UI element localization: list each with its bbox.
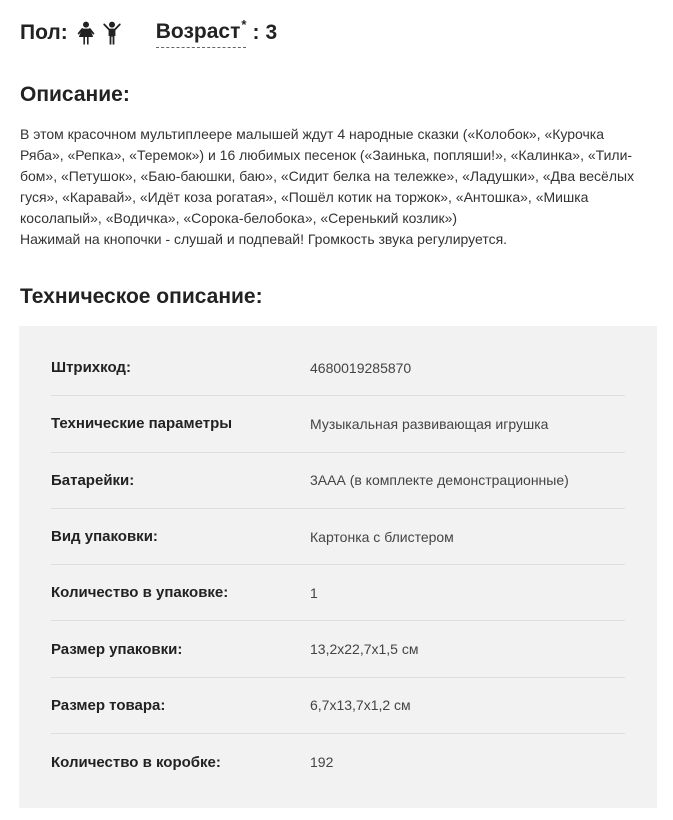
description-paragraph: В этом красочном мультиплеере малышей ждут 4 народные сказки («Колобок», «Курочка Ряба», «Репка», «Теремок») и 16 любимых песенок («Заинька, попляши!», «Калинка», «Тили-бом», «Петушок», «Баю-баюшки, баю», «Сидит белка на тележке», «Ладушки», «Два весёлых гуся», «Каравай», «Идёт коза рогатая», «Пошёл котик на торжок», «Антошка», «Мишка косолапый», «Водичка», «Сорока-белобока», «Серенький козлик») bbox=[20, 126, 635, 226]
spec-key: Размер товара: bbox=[51, 696, 166, 714]
description-title: Описание: bbox=[20, 83, 130, 106]
age-info bbox=[155, 16, 278, 48]
spec-key: Размер упаковки: bbox=[51, 640, 183, 658]
age-label[interactable]: Возраст* bbox=[156, 19, 247, 48]
spec-row-batteries bbox=[51, 453, 625, 509]
spec-value: Картонка с блистером bbox=[310, 528, 454, 545]
gender-label: Пол: bbox=[20, 21, 68, 44]
spec-row-product-size bbox=[51, 678, 625, 734]
spec-value: Музыкальная развивающая игрушка bbox=[310, 415, 549, 432]
spec-value: 4680019285870 bbox=[310, 359, 412, 376]
spec-value: 6,7х13,7х1,2 см bbox=[310, 697, 411, 714]
spec-row-technical-params bbox=[51, 396, 625, 452]
spec-row-package-size bbox=[51, 621, 625, 677]
girl-icon bbox=[76, 21, 96, 45]
spec-value: 192 bbox=[310, 754, 334, 771]
tech-description-title: Техническое описание: bbox=[20, 285, 263, 308]
spec-key: Технические параметры bbox=[51, 415, 233, 433]
product-attributes-row bbox=[20, 17, 277, 49]
description-note: Нажимай на кнопочки - слушай и подпевай! Громкость звука регулируется. bbox=[20, 231, 508, 247]
spec-row-qty-per-box bbox=[51, 734, 625, 790]
spec-value: 1 bbox=[310, 584, 318, 601]
spec-key: Штрихкод: bbox=[51, 359, 131, 377]
description-text bbox=[20, 124, 640, 250]
tech-specs-table bbox=[19, 326, 657, 808]
age-asterisk: * bbox=[241, 16, 247, 32]
spec-value: 13,2х22,7х1,5 см bbox=[310, 641, 419, 658]
spec-row-package-type bbox=[51, 509, 625, 565]
boy-icon bbox=[102, 21, 122, 45]
spec-row-barcode bbox=[51, 340, 625, 396]
spec-value: 3ААА (в комплекте демонстрационные) bbox=[310, 472, 569, 489]
spec-key: Количество в упаковке: bbox=[51, 584, 229, 602]
spec-key: Вид упаковки: bbox=[51, 528, 158, 546]
age-value: 3 bbox=[265, 21, 278, 44]
spec-row-qty-per-package bbox=[51, 565, 625, 621]
spec-key: Количество в коробке: bbox=[51, 753, 221, 771]
age-colon: : bbox=[252, 21, 260, 44]
spec-key: Батарейки: bbox=[51, 471, 135, 489]
